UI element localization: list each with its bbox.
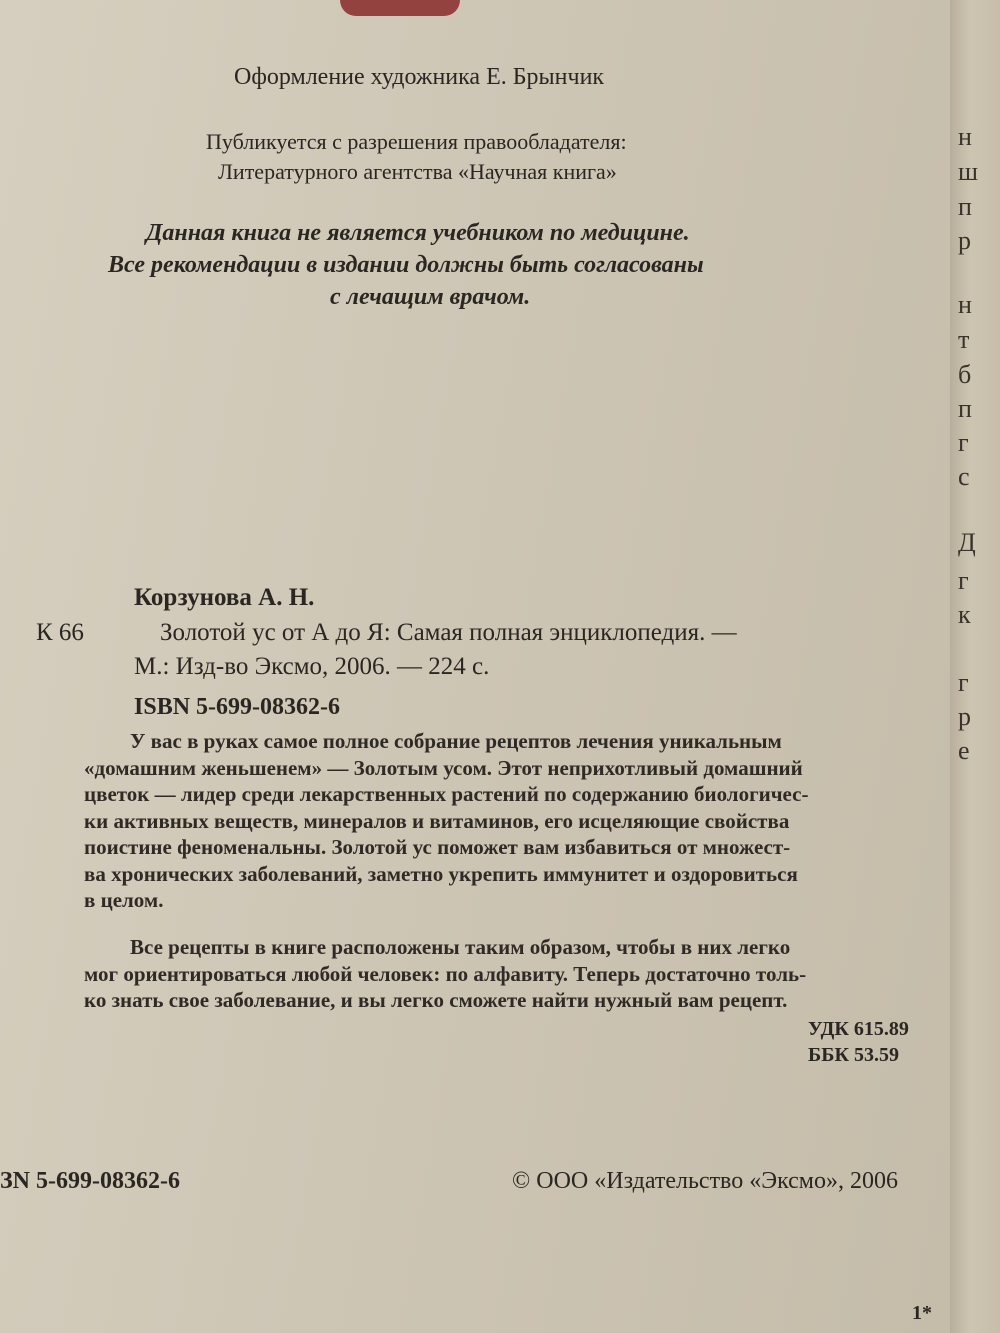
copyright-notice: © ООО «Издательство «Эксмо», 2006: [512, 1168, 898, 1194]
annotation-line: в целом.: [84, 888, 164, 912]
edge-letter: е: [958, 736, 970, 765]
annotation-line: цветок — лидер среди лекарственных растений по содержанию биологичес-: [84, 782, 809, 806]
catalog-code: К 66: [36, 619, 84, 646]
disclaimer-line-3: с лечащим врачом.: [330, 284, 531, 310]
annotation-line: У вас в руках самое полное собрание рецептов лечения уникальным: [130, 729, 782, 753]
footer-isbn: ЗN 5-699-08362-6: [0, 1168, 180, 1194]
edge-letter: р: [958, 226, 971, 255]
annotation-line: ки активных веществ, минералов и витаминов, его исцеляющие свойства: [84, 808, 790, 833]
edge-letter: г: [958, 566, 969, 595]
edge-letter: Д: [958, 528, 976, 557]
edge-letter: к: [958, 600, 971, 629]
disclaimer-line-1: Данная книга не является учебником по медицине.: [146, 220, 690, 246]
edge-letter: г: [958, 668, 969, 697]
edge-letter: с: [958, 462, 970, 491]
disclaimer-line-2: Все рекомендации в издании должны быть согласованы: [108, 252, 704, 278]
edge-letter: р: [958, 702, 971, 731]
catalog-author: Корзунова А. Н.: [134, 584, 315, 611]
bbk-code: ББК 53.59: [808, 1044, 899, 1066]
udk-code: УДК 615.89: [808, 1018, 909, 1040]
catalog-isbn: ISBN 5-699-08362-6: [134, 694, 341, 720]
edge-letter: н: [958, 122, 972, 151]
edge-letter: г: [958, 428, 969, 457]
annotation-line: ва хронических заболеваний, заметно укрепить иммунитет и оздоровиться: [84, 861, 798, 886]
signature-mark: 1*: [912, 1302, 932, 1324]
permission-line-1: Публикуется с разрешения правообладателя:: [206, 129, 627, 154]
annotation-paragraph-2: [84, 934, 910, 1014]
annotation-line: ко знать свое заболевание, и вы легко сможете найти нужный вам рецепт.: [84, 988, 788, 1012]
bookmark-ribbon: [340, 0, 460, 16]
annotation-line: Все рецепты в книге расположены таким образом, чтобы в них легко: [130, 935, 791, 959]
catalog-title: Золотой ус от А до Я: Самая полная энциклопедия. —: [160, 619, 737, 646]
annotation-line: поистине феноменальны. Золотой ус поможет вам избавиться от множест-: [84, 835, 791, 859]
annotation-paragraph-1: [84, 728, 910, 914]
annotation-line: «домашним женьшенем» — Золотым усом. Этот неприхотливый домашний: [84, 755, 803, 780]
adjacent-page-edge: [950, 0, 1000, 1333]
edge-letter: п: [958, 192, 972, 221]
catalog-publisher: М.: Изд-во Эксмо, 2006. — 224 с.: [134, 653, 490, 680]
permission-line-2: Литературного агентства «Научная книга»: [218, 159, 617, 184]
annotation-line: мог ориентироваться любой человек: по алфавиту. Теперь достаточно толь-: [84, 961, 807, 986]
design-credit: Оформление художника Е. Брынчик: [234, 64, 605, 90]
edge-letter: т: [958, 325, 970, 354]
edge-letter: п: [958, 394, 972, 423]
edge-letter: н: [958, 290, 972, 319]
edge-letter: б: [958, 360, 972, 389]
edge-letter: ш: [958, 157, 979, 186]
